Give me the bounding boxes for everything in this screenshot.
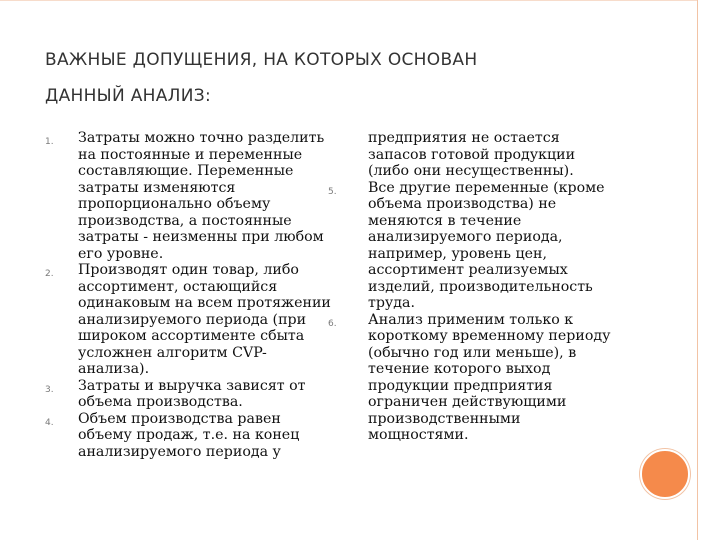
- item-text: Анализ применим только к короткому временному периоду (обычно год или меньше), в течение которого выход продукции предприятия ограничен действующими производственными мощностями.: [368, 311, 611, 443]
- list-item-4: [45, 410, 333, 461]
- item-text: Затраты можно точно разделить на постоянные и переменные составляющие. Переменные затраты изменяются пропорционально объему производства, а постоянные затраты - неизменны при любом его уровне.: [78, 130, 325, 262]
- item-text: предприятия не остается запасов готовой продукции (либо они несущественны).: [368, 130, 576, 179]
- assumptions-list-right: [328, 130, 618, 444]
- title-line-1: ВАЖНЫЕ ДОПУЩЕНИЯ, НА КОТОРЫХ ОСНОВАН: [45, 50, 478, 70]
- slide-title: [45, 42, 665, 114]
- item-number: 5.: [328, 186, 337, 197]
- slide-frame-right: [697, 0, 698, 540]
- list-item-2: [45, 262, 333, 378]
- item-text: Затраты и выручка зависят от объема производства.: [78, 377, 306, 410]
- list-item-3: [45, 377, 333, 411]
- item-number: 6.: [328, 318, 337, 329]
- item-number: 3.: [45, 384, 54, 395]
- list-item-6: [328, 311, 618, 444]
- item-text: Производят один товар, либо ассортимент, остающийся одинаковым на всем протяжении анализируемого периода (при широком ассортименте сбыта усложнен алгоритм CVP-анализа).: [78, 262, 331, 377]
- list-item-4-continued: [368, 130, 618, 180]
- decorative-circle: [640, 449, 690, 499]
- item-number: 4.: [45, 417, 54, 428]
- item-number: 2.: [45, 269, 54, 279]
- item-text: Все другие переменные (кроме объема производства) не меняются в течение анализируемого периода, например, уровень цен, ассортимент реализуемых изделий, производительность труда.: [368, 179, 605, 311]
- list-item-5: [328, 179, 618, 312]
- title-line-2: ДАННЫЙ АНАЛИЗ:: [45, 86, 211, 106]
- slide-frame-top: [0, 0, 698, 1]
- item-text: Объем производства равен объему продаж, т.е. на конец анализируемого периода у: [78, 410, 300, 460]
- list-item-1: [45, 130, 333, 262]
- item-number: 1.: [45, 137, 54, 147]
- assumptions-list-left: [45, 130, 333, 460]
